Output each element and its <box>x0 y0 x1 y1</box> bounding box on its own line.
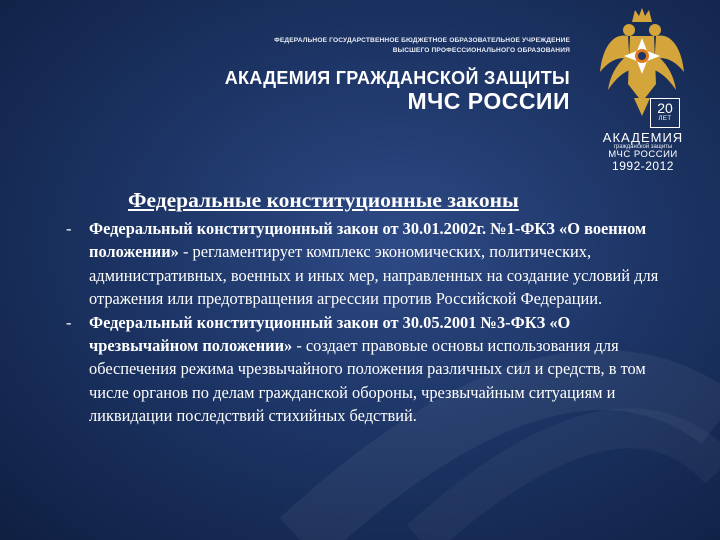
anniversary-number: 20 <box>657 100 673 116</box>
institution-line-1: ФЕДЕРАЛЬНОЕ ГОСУДАРСТВЕННОЕ БЮДЖЕТНОЕ ОБРАЗОВАТЕЛЬНОЕ УЧРЕЖДЕНИЕ <box>274 37 570 44</box>
slide-content <box>0 186 720 428</box>
header <box>0 0 720 185</box>
logo-ministry: МЧС РОССИИ <box>608 149 678 160</box>
law-list-item <box>0 311 720 428</box>
law-description: - создает правовые основы использования для обеспечения режима чрезвычайного положения различных сил и средств, в том числе органов по делам гражданской обороны, чрезвычайным ситуациям и ликвидации последствий стихийных бедствий. <box>89 336 646 426</box>
wing-right-icon <box>654 35 684 90</box>
list-bullet: - <box>66 219 72 238</box>
law-list-item <box>0 217 720 311</box>
logo-years: 1992-2012 <box>612 159 674 173</box>
anniversary-word: ЛЕТ <box>658 116 672 122</box>
crown-icon <box>632 8 652 22</box>
academy-name: АКАДЕМИЯ ГРАЖДАНСКОЙ ЗАЩИТЫ <box>224 68 570 88</box>
ministry-name: МЧС РОССИИ <box>407 88 570 114</box>
institution-line-2: ВЫСШЕГО ПРОФЕССИОНАЛЬНОГО ОБРАЗОВАНИЯ <box>392 47 570 54</box>
logo-title: АКАДЕМИЯ <box>602 130 684 145</box>
law-list <box>0 217 720 428</box>
slide-title: Федеральные конституционные законы <box>128 188 519 212</box>
law-title: Федеральный конституционный закон от 30.01.2002г. №1-ФКЗ «О военном положении» <box>89 219 647 262</box>
wing-left-icon <box>600 35 630 90</box>
law-title: Федеральный конституционный закон от 30.05.2001 №3-ФКЗ «О чрезвычайном положении» <box>89 312 571 356</box>
list-bullet: - <box>66 312 72 332</box>
law-description: - регламентирует комплекс экономических, политических, административных, военных и иных мер, направленных на создание условий для отражения или предотвращения агрессии против Российской Федерации. <box>89 242 659 309</box>
anniversary-badge <box>650 98 680 128</box>
logo-subtitle: гражданской защиты <box>613 144 673 150</box>
